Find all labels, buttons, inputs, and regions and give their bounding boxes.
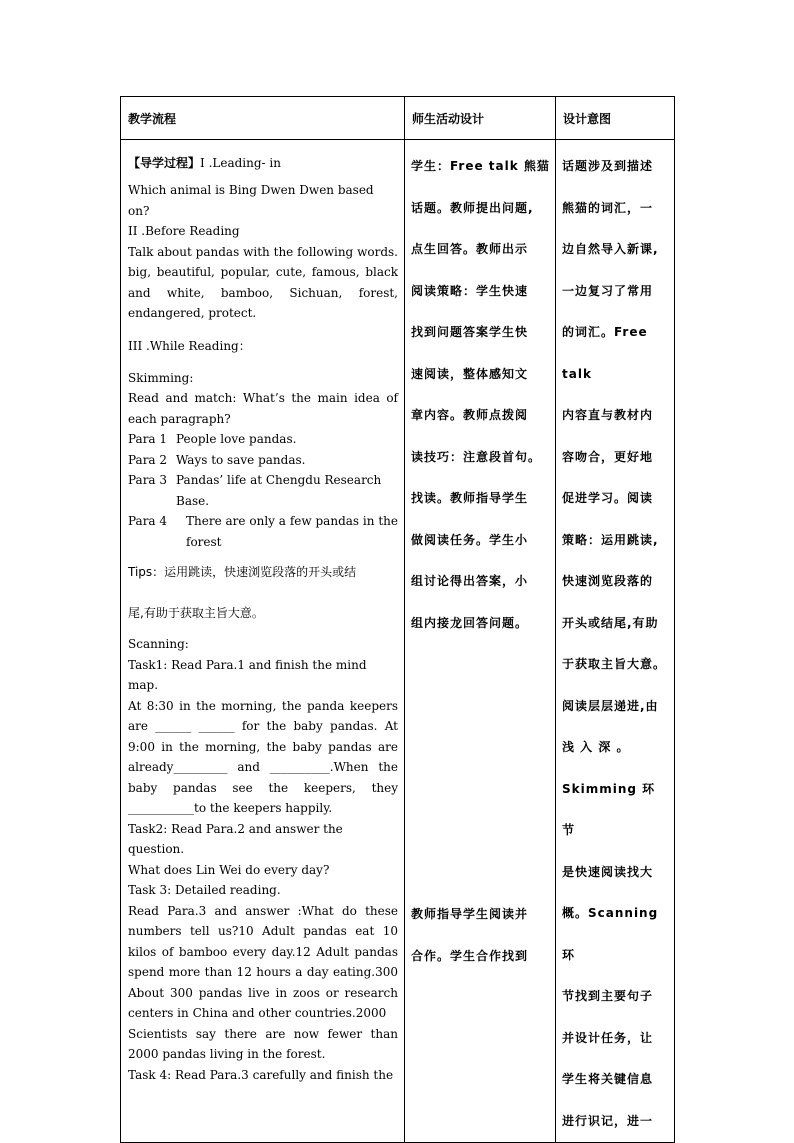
para-row-3: Para 3 Pandas’ life at Chengdu Research Base.: [128, 473, 382, 508]
tips-line-1: Tips：运用跳读，快速浏览段落的开头或结: [128, 565, 357, 579]
intent-line-5: 的词汇。Free talk: [562, 325, 648, 381]
activity-line-11: 组讨论得出答案，小: [411, 574, 529, 588]
intent-cell: [556, 140, 675, 1143]
intent-line-17: 概。Scanning 环: [562, 906, 659, 962]
intent-line-4: 一边复习了常用: [562, 283, 654, 298]
task4-title: Task 4: Read Para.3 carefully and finish the: [128, 1067, 394, 1082]
intent-line-2: 熊猫的词汇，一: [562, 200, 654, 215]
intent-line-6: 内容直与教材内: [562, 408, 654, 422]
activity-line-10: 做阅读任务。学生小: [411, 532, 529, 547]
intent-line-7: 容吻合，更好地: [562, 449, 654, 464]
task1-title: Task1: Read Para.1 and finish the mind map.: [128, 657, 367, 692]
intent-line-21: 进行识记，进一: [562, 1113, 654, 1128]
activities-cell: [405, 140, 556, 1143]
table-header-row: [121, 97, 675, 140]
while-reading-title: III .While Reading：: [128, 338, 251, 353]
para-row-2: Para 2 Ways to save pandas.: [128, 452, 306, 467]
before-reading-title: II .Before Reading: [128, 224, 240, 238]
task3-text: Read Para.3 and answer :What do these numbers tell us?10 Adult pandas eat 10 kilos of bamboo every day.12 Adult pandas spend more than 12 hours a day eating.300 About 300 pandas live in zoos or research centers in China and other countries.2000: [128, 903, 398, 1020]
intent-line-19: 并设计任务，让: [562, 1030, 654, 1045]
para-row-4: Para 4 There are only a few pandas in the forest: [128, 514, 398, 549]
intent-line-3: 边自然导入新课,: [562, 242, 659, 256]
intent-line-20: 学生将关键信息: [562, 1072, 654, 1086]
intent-line-9: 策略：运用跳读,: [562, 532, 659, 547]
header-process: 教学流程: [121, 97, 405, 140]
skimming-title: Skimming:: [128, 370, 194, 385]
intent-line-13: 阅读层层递进,由: [562, 698, 659, 713]
tips-line-2: 尾,有助于获取主旨大意。: [128, 606, 264, 620]
process-cell: [121, 140, 405, 1143]
scientists-text: Scientists say there are now fewer than 2000 pandas living in the forest.: [128, 1026, 398, 1061]
intent-line-8: 促进学习。阅读: [562, 491, 654, 505]
intent-line-14: 浅 入 深 。: [562, 740, 630, 754]
activity-line-13: 教师指导学生阅读并: [411, 907, 529, 921]
header-activities: 师生活动设计: [405, 97, 556, 140]
activity-line-3: 点生回答。教师出示: [411, 242, 529, 256]
task3-title: Task 3: Detailed reading.: [128, 883, 281, 897]
activity-line-5: 找到问题答案学生快: [411, 325, 529, 339]
activity-line-12: 组内接龙回答问题。: [411, 615, 529, 630]
task1-text: At 8:30 in the morning, the panda keepers are ______ ______ for the baby pandas. At 9:00 in the morning, the baby pandas are already_________ and __________.When the baby pandas see the keepers, they ___________to the keepers happily.: [128, 698, 398, 815]
intent-line-16: 是快速阅读找大: [562, 864, 654, 879]
activity-line-9: 找读。教师指导学生: [411, 491, 529, 505]
task2-question: What does Lin Wei do every day?: [128, 862, 330, 877]
intent-line-12: 于获取主旨大意。: [562, 657, 667, 671]
intent-line-15: Skimming 环 节: [562, 781, 656, 837]
activity-line-4: 阅读策略：学生快速: [411, 283, 529, 298]
table-body-row: [121, 140, 675, 1143]
para-row-1: Para 1 People love pandas.: [128, 432, 297, 446]
scanning-title: Scanning:: [128, 637, 189, 651]
intent-line-11: 开头或结尾,有助: [562, 615, 659, 630]
activity-spacer: [411, 644, 550, 894]
activity-line-7: 章内容。教师点拨阅: [411, 408, 529, 422]
activity-line-1: 学生：Free talk 熊猫: [411, 159, 550, 173]
header-intent: 设计意图: [556, 97, 675, 140]
activity-line-2: 话题。教师提出问题,: [411, 200, 534, 215]
talk-about-text: Talk about pandas with the following words. big, beautiful, popular, cute, famous, black and white, bamboo, Sichuan, forest, endangered, protect.: [128, 244, 398, 320]
intent-line-1: 话题涉及到描述: [562, 159, 654, 173]
task2-title: Task2: Read Para.2 and answer the question.: [128, 821, 343, 856]
activity-line-14: 合作。学生合作找到: [411, 948, 529, 963]
intent-line-10: 快速浏览段落的: [562, 574, 654, 588]
read-match-text: Read and match: What’s the main idea of each paragraph?: [128, 391, 398, 426]
question-animal: Which animal is Bing Dwen Dwen based on?: [128, 183, 374, 218]
leading-title: 【导学过程】I .Leading- in: [128, 156, 281, 170]
lesson-plan-table: [120, 96, 675, 1143]
activity-line-8: 读技巧：注意段首句。: [411, 449, 542, 464]
intent-line-18: 节找到主要句子: [562, 989, 654, 1003]
activity-line-6: 速阅读，整体感知文: [411, 366, 529, 381]
